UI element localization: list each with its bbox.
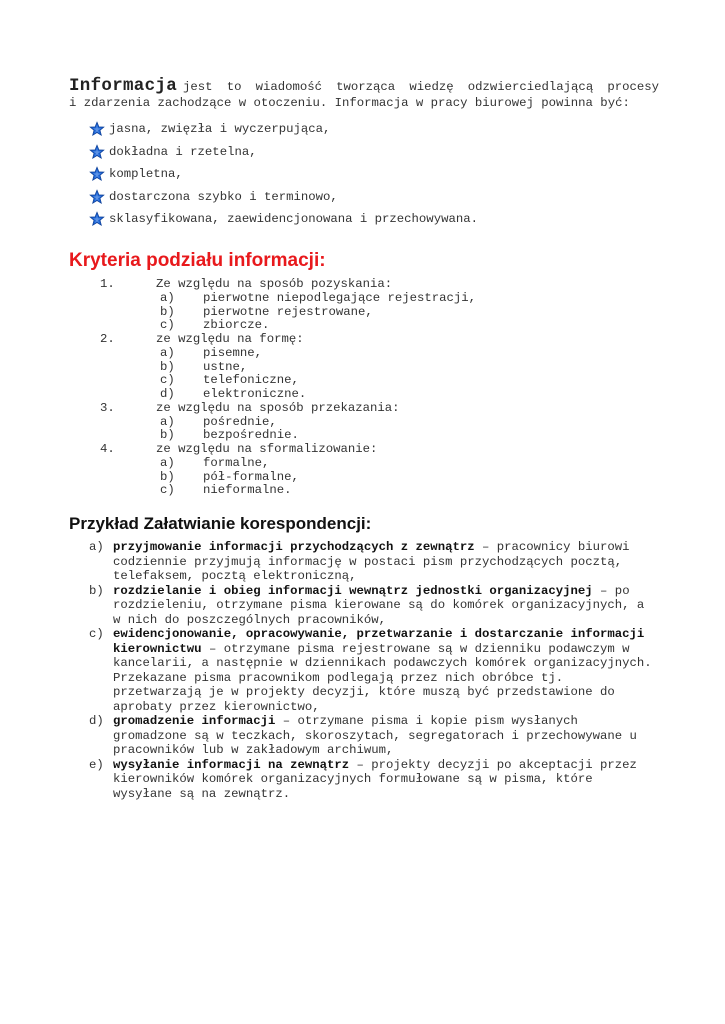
example-list-item <box>89 540 655 584</box>
criteria-number: 3. <box>100 400 115 415</box>
criteria-subitem <box>69 361 659 375</box>
blue-star-icon <box>89 144 105 160</box>
example-item-letter: c) <box>89 627 104 641</box>
criteria-subitem-text: pierwotne niepodlegające rejestracji, <box>203 290 477 305</box>
criteria-subitem-text: pół-formalne, <box>203 469 299 484</box>
requirements-list-item <box>89 163 659 186</box>
criteria-subitem-letter: c) <box>160 318 175 333</box>
criteria-number: 2. <box>100 332 115 346</box>
criteria-subitem <box>69 429 659 443</box>
requirements-list-text: dokładna i rzetelna, <box>109 144 257 159</box>
blue-star-icon <box>89 211 105 227</box>
criteria-title: ze względu na sposób przekazania: <box>156 400 400 415</box>
requirements-list-item <box>89 208 659 231</box>
intro-line2: i zdarzenia zachodzące w otoczeniu. Informacja w pracy biurowej powinna być: <box>69 96 630 110</box>
requirements-list-item <box>89 141 659 164</box>
requirements-list-text: jasna, zwięzła i wyczerpująca, <box>109 122 331 137</box>
example-list-item <box>89 627 655 714</box>
criteria-title: ze względu na formę: <box>156 332 304 346</box>
example-item-letter: d) <box>89 714 104 728</box>
criteria-subitem-text: pośrednie, <box>203 414 277 429</box>
example-item-text: – otrzymane pisma rejestrowane są w dzienniku podawczym w kancelarii, a następnie w dziennikach podawczych komórek organizacyjnych. Przekazane pisma pracownikom podlegają przez nich obróbce tj. przetwarzają je w projekty decyzji, które muszą być przedstawione do aprobaty przez kierownictwo, <box>113 641 652 714</box>
criteria-subitem-text: telefoniczne, <box>203 373 299 388</box>
example-list-item <box>89 584 655 628</box>
criteria-group <box>69 443 659 457</box>
criteria-group <box>69 333 659 347</box>
criteria-subitem-letter: b) <box>160 359 175 374</box>
criteria-subitem-text: formalne, <box>203 455 270 470</box>
criteria-subitem <box>69 374 659 388</box>
requirements-list-item <box>89 186 659 209</box>
criteria-subitem-letter: a) <box>160 290 175 305</box>
criteria-subitem <box>69 306 659 320</box>
criteria-subitem-text: pierwotne rejestrowane, <box>203 304 373 319</box>
example-item-letter: b) <box>89 583 104 598</box>
example-item-title: gromadzenie informacji <box>113 714 276 728</box>
example-item-title: wysyłanie informacji na zewnątrz <box>113 757 350 772</box>
criteria-title: ze względu na sformalizowanie: <box>156 442 378 456</box>
criteria-subitem-text: elektroniczne. <box>203 387 307 401</box>
example-item-text: – po rozdzieleniu, otrzymane pisma kierowane są do komórek organizacyjnych, a w nich do poszczególnych pracowników, <box>113 583 645 627</box>
example-list-item <box>89 714 655 758</box>
requirements-list-text: dostarczona szybko i terminowo, <box>109 189 338 204</box>
criteria-number: 1. <box>100 277 115 291</box>
criteria-subitem-letter: a) <box>160 455 175 470</box>
criteria-number: 4. <box>100 442 115 456</box>
criteria-subitem-letter: b) <box>160 304 175 319</box>
blue-star-icon <box>89 121 105 137</box>
example-item-title: rozdzielanie i obieg informacji wewnątrz jednostki organizacyjnej <box>113 583 593 598</box>
example-item-title: ewidencjonowanie, opracowywanie, przetwarzanie i dostarczanie informacji kierownictwu <box>113 627 645 656</box>
criteria-subitem-text: nieformalne. <box>203 483 292 498</box>
criteria-subitem-letter: b) <box>160 469 175 484</box>
criteria-subitem-letter: a) <box>160 345 175 360</box>
criteria-list <box>69 278 659 498</box>
criteria-title: Ze względu na sposób pozyskania: <box>156 277 393 291</box>
criteria-subitem <box>69 347 659 361</box>
intro-title: Informacja <box>69 76 178 96</box>
criteria-subitem <box>69 388 659 402</box>
intro-line1: jest to wiadomość tworząca wiedzę odzwierciedlającą procesy <box>183 80 659 94</box>
example-item-text: – otrzymane pisma i kopie pism wysłanych gromadzone są w teczkach, skoroszytach, segregatorach i przechowywane u pracowników lub w zakładowym archiwum, <box>113 714 637 757</box>
criteria-subitem-text: ustne, <box>203 359 248 374</box>
criteria-subitem-letter: c) <box>160 483 175 498</box>
example-item-letter: e) <box>89 757 104 772</box>
criteria-subitem <box>69 471 659 485</box>
criteria-subitem <box>69 457 659 471</box>
criteria-subitem-letter: a) <box>160 414 175 429</box>
requirements-list-item <box>89 118 659 141</box>
criteria-subitem <box>69 292 659 306</box>
example-item-title: przyjmowanie informacji przychodzących z zewnątrz <box>113 540 475 554</box>
intro-paragraph <box>69 78 659 111</box>
example-item-text: – projekty decyzji po akceptacji przez kierowników komórek organizacyjnych formułowane są w pisma, które wysyłane są na zewnątrz. <box>113 757 637 801</box>
criteria-group <box>69 402 659 416</box>
requirements-list-text: sklasyfikowana, zaewidencjonowana i przechowywana. <box>109 212 478 227</box>
requirements-list-text: kompletna, <box>109 167 183 182</box>
criteria-subitem-text: pisemne, <box>203 345 263 360</box>
criteria-subitem-letter: d) <box>160 387 175 401</box>
requirements-list <box>69 118 659 231</box>
blue-star-icon <box>89 166 105 182</box>
criteria-subitem-letter: c) <box>160 373 175 388</box>
example-list <box>89 540 655 801</box>
criteria-subitem-text: bezpośrednie. <box>203 428 299 443</box>
criteria-subitem <box>69 416 659 430</box>
blue-star-icon <box>89 189 105 205</box>
criteria-group <box>69 278 659 292</box>
example-item-letter: a) <box>89 540 104 554</box>
example-heading: Przykład Załatwianie korespondencji: <box>69 514 372 533</box>
example-list-item <box>89 758 655 802</box>
document-page <box>69 76 659 801</box>
example-item-text: – pracownicy biurowi codziennie przyjmują informację w postaci pism przychodzących pocztą, telefaksem, pocztą elektroniczną, <box>113 540 630 583</box>
criteria-subitem <box>69 319 659 333</box>
criteria-subitem-text: zbiorcze. <box>203 318 270 333</box>
criteria-heading: Kryteria podziału informacji: <box>69 250 326 271</box>
criteria-subitem-letter: b) <box>160 428 175 443</box>
criteria-subitem <box>69 484 659 498</box>
